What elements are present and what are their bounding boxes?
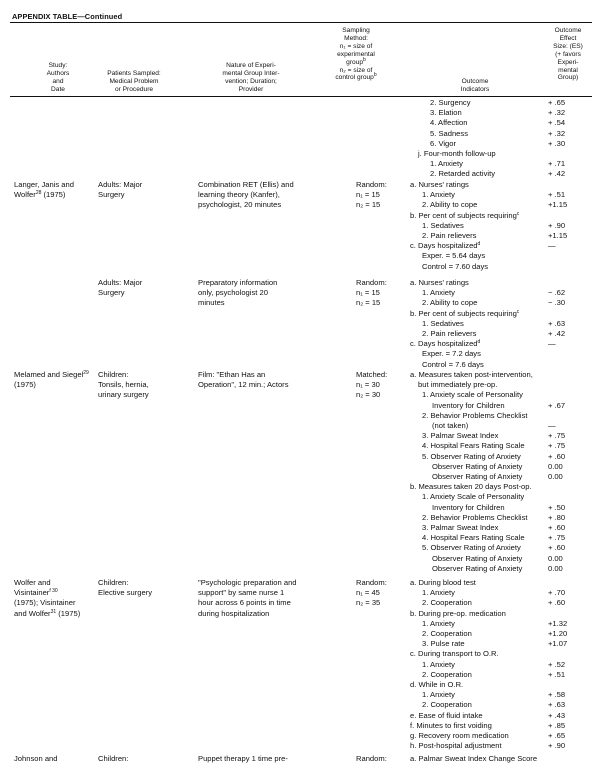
- header-rule: [10, 96, 592, 97]
- study-outcomes: a. Nurses' ratings 1. Anxiety 2. Ability to cope b. Per cent of subjects requiring$^c$ 1. Sedatives 2. Pain relievers c. Days hospitalized$^d$ Exper. = 7.2 days Control = 7.6 days: [410, 278, 520, 369]
- study-effect-sizes: + .51 +1.15 + .90 +1.15 —: [548, 190, 568, 251]
- study-outcomes: a. Measures taken post-intervention, but immediately pre-op. 1. Anxiety scale of Personality Inventory for Children 2. Behavior Problems Checklist (not taken) 3. Palmar Sweat Index 4. Hospital Fears Rating Scale 5. Observer Rating of Anxiety Observer Rating of Anxiety Observer Rating of Anxiety b. Measures taken 20 days Post-op. 1. Anxiety Scale of Personality Inventory for Children 2. Behavior Problems Checklist 3. Palmar Sweat Index 4. Hospital Fears Rating Scale 5. Observer Rating of Anxiety Observer Rating of Anxiety Observer Rating of Anxiety: [410, 370, 533, 573]
- study-authors: Johnson and: [14, 754, 58, 763]
- study-outcomes: a. During blood test 1. Anxiety 2. Cooperation b. During pre-op. medication 1. Anxiety 2. Cooperation 3. Pulse rate c. During transport to O.R. 1. Anxiety 2. Cooperation d. While in O.R. 1. Anxiety 2. Cooperation e. Ease of fluid intake f. Minutes to first voiding g. Recovery room medication h. Post-hospital adjustment: [410, 578, 509, 751]
- study-nature: Film: "Ethan Has an Operation", 12 min.; Actors: [198, 370, 289, 390]
- study-authors: Melamed and Siegel$^{29}$ (1975): [14, 370, 89, 390]
- study-authors: Wolfer and Visintainer$^{f 30}$ (1975); Visintainer and Wolfer$^{31}$ (1975): [14, 578, 81, 618]
- study-authors: Langer, Janis and Wolfer$^{28}$ (1975): [14, 180, 74, 200]
- study-sampling: Random: n₁ = 45 n₂ = 35: [356, 578, 387, 608]
- study-sampling: Random:: [356, 754, 387, 763]
- study-nature: Preparatory information only, psychologist 20 minutes: [198, 278, 278, 308]
- study-effect-sizes: + .67 — + .75 + .75 + .60 0.00 0.00 + .50 + .80 + .60 + .75 + .60 0.00 0.00: [548, 400, 566, 573]
- study-effect-sizes: + .70 + .60 +1.32 +1.20 +1.07 + .52 + .51 + .58 + .63 + .43 + .85 + .65 + .90: [548, 588, 568, 751]
- study-patients: Adults: Major Surgery: [98, 180, 143, 200]
- header-outcome: Outcome Indicators: [460, 78, 490, 93]
- continuation-outcomes: 2. Surgency 3. Elation 4. Affection 5. Sadness 6. Vigor j. Four-month follow-up 1. Anxiety 2. Retarded activity: [418, 98, 496, 179]
- header-patients: Patients Sampled: Medical Problem or Procedure: [107, 70, 161, 93]
- header-sampling: Sampling Method: n₁ = size of experimental group$^b$ n₂ = size of control group$^b$: [335, 27, 377, 82]
- study-patients: Children:: [98, 754, 129, 763]
- study-sampling: Random: n₁ = 15 n₂ = 15: [356, 278, 387, 308]
- study-effect-sizes: − .62 − .30 + .63 + .42 —: [548, 288, 566, 349]
- study-nature: "Psychologic preparation and support" by same nurse 1 hour across 6 points in time during hospitalization: [198, 578, 297, 618]
- study-patients: Adults: Major Surgery: [98, 278, 143, 298]
- continuation-effect-sizes: + .65 + .32 + .54 + .32 + .30 + .71 + .42: [548, 98, 566, 179]
- study-nature: Puppet therapy 1 time pre-: [198, 754, 288, 763]
- study-patients: Children: Elective surgery: [98, 578, 153, 598]
- table-title: APPENDIX TABLE—Continued: [12, 12, 123, 21]
- top-rule: [10, 22, 592, 23]
- study-patients: Children: Tonsils, hernia, urinary surgery: [98, 370, 149, 400]
- header-study: Study: Authors and Date: [46, 62, 70, 93]
- study-nature: Combination RET (Ellis) and learning theory (Kanfer), psychologist, 20 minutes: [198, 180, 294, 210]
- header-effect: Outcome Effect Size: (ES) (+ favors Experi- mental Group): [553, 27, 583, 82]
- study-outcomes: a. Nurses' ratings 1. Anxiety 2. Ability to cope b. Per cent of subjects requiring$^c$ 1. Sedatives 2. Pain relievers c. Days hospitalized$^d$ Exper. = 5.64 days Control = 7.60 days: [410, 180, 520, 271]
- header-nature: Nature of Experi- mental Group Inter- vention; Duration; Provider: [222, 62, 280, 93]
- study-sampling: Random: n₁ = 15 n₂ = 15: [356, 180, 387, 210]
- study-outcomes: a. Palmar Sweat Index Change Score: [410, 754, 538, 763]
- study-sampling: Matched: n₁ = 30 n₂ = 30: [356, 370, 388, 400]
